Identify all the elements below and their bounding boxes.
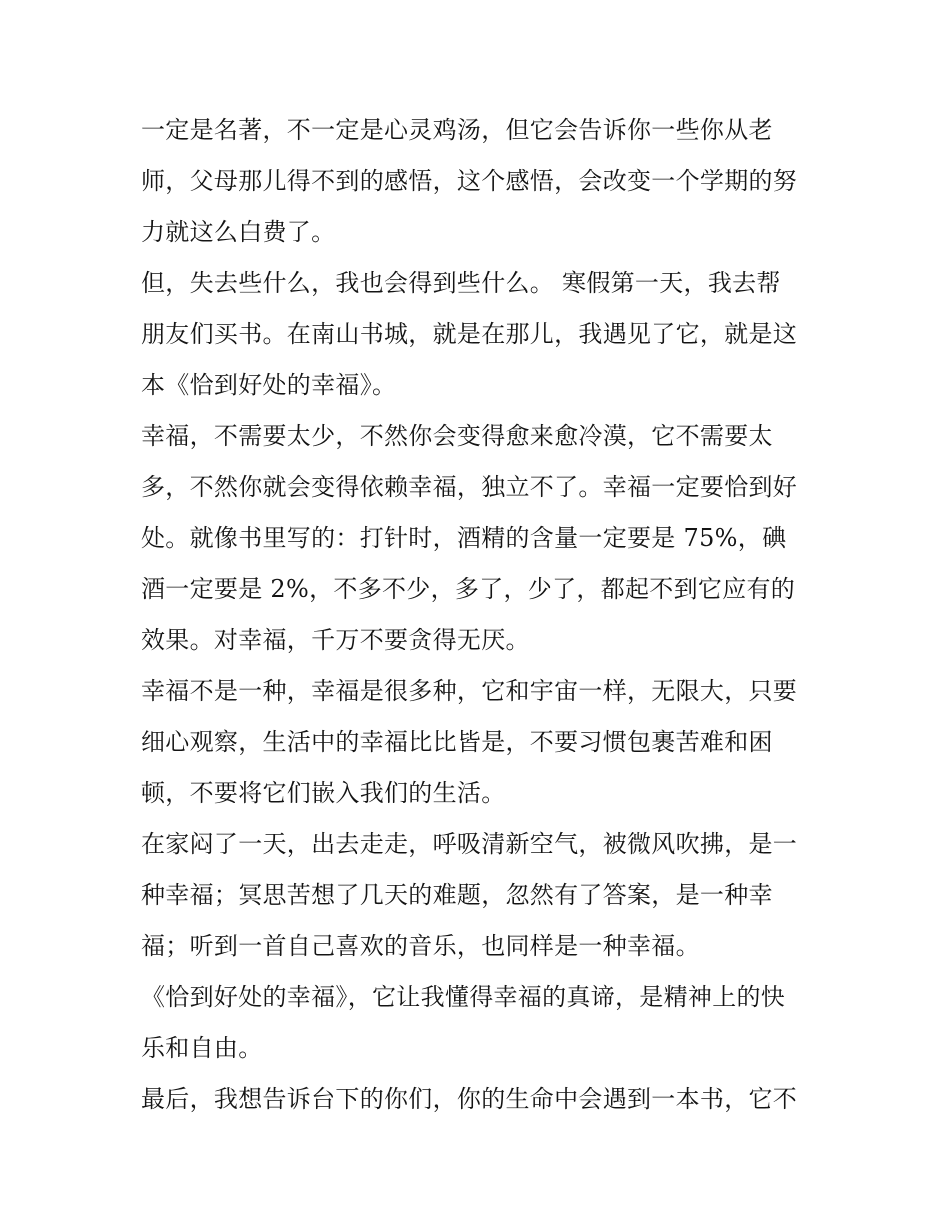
text-line: 力就这么白费了。 bbox=[141, 218, 336, 246]
text-line: 多，不然你就会变得依赖幸福，独立不了。幸福一定要恰到好 bbox=[141, 473, 798, 501]
text-line: 但，失去些什么，我也会得到些什么。 寒假第一天，我去帮 bbox=[141, 269, 781, 297]
text-line: 处。就像书里写的：打针时，酒精的含量一定要是 75%，碘 bbox=[141, 524, 787, 552]
text-line: 幸福，不需要太少，不然你会变得愈来愈冷漠，它不需要太 bbox=[141, 422, 773, 450]
text-line: 乐和自由。 bbox=[141, 1034, 263, 1062]
text-line: 朋友们买书。在南山书城，就是在那儿，我遇见了它，就是这 bbox=[141, 320, 798, 348]
text-line: 一定是名著，不一定是心灵鸡汤，但它会告诉你一些你从老 bbox=[141, 116, 773, 144]
text-line: 幸福不是一种，幸福是很多种，它和宇宙一样，无限大，只要 bbox=[141, 677, 798, 705]
text-line: 顿，不要将它们嵌入我们的生活。 bbox=[141, 779, 506, 807]
text-line: 细心观察，生活中的幸福比比皆是，不要习惯包裹苦难和困 bbox=[141, 728, 773, 756]
document-body bbox=[141, 105, 831, 1125]
paragraph bbox=[141, 1074, 831, 1125]
paragraph bbox=[141, 411, 831, 666]
text-line: 最后，我想告诉台下的你们，你的生命中会遇到一本书，它不 bbox=[141, 1085, 798, 1113]
text-line: 本《恰到好处的幸福》。 bbox=[141, 371, 397, 399]
text-line: 效果。对幸福，千万不要贪得无厌。 bbox=[141, 626, 530, 654]
paragraph bbox=[141, 819, 831, 972]
text-line: 师，父母那儿得不到的感悟，这个感悟，会改变一个学期的努 bbox=[141, 167, 798, 195]
paragraph bbox=[141, 972, 831, 1074]
text-line: 在家闷了一天，出去走走，呼吸清新空气，被微风吹拂，是一 bbox=[141, 830, 798, 858]
text-line: 种幸福；冥思苦想了几天的难题，忽然有了答案，是一种幸 bbox=[141, 881, 773, 909]
text-line: 《恰到好处的幸福》，它让我懂得幸福的真谛，是精神上的快 bbox=[141, 983, 786, 1011]
text-line: 酒一定要是 2%，不多不少，多了，少了，都起不到它应有的 bbox=[141, 575, 796, 603]
text-line: 福；听到一首自己喜欢的音乐，也同样是一种幸福。 bbox=[141, 932, 700, 960]
paragraph bbox=[141, 258, 831, 411]
paragraph bbox=[141, 666, 831, 819]
paragraph bbox=[141, 105, 831, 258]
